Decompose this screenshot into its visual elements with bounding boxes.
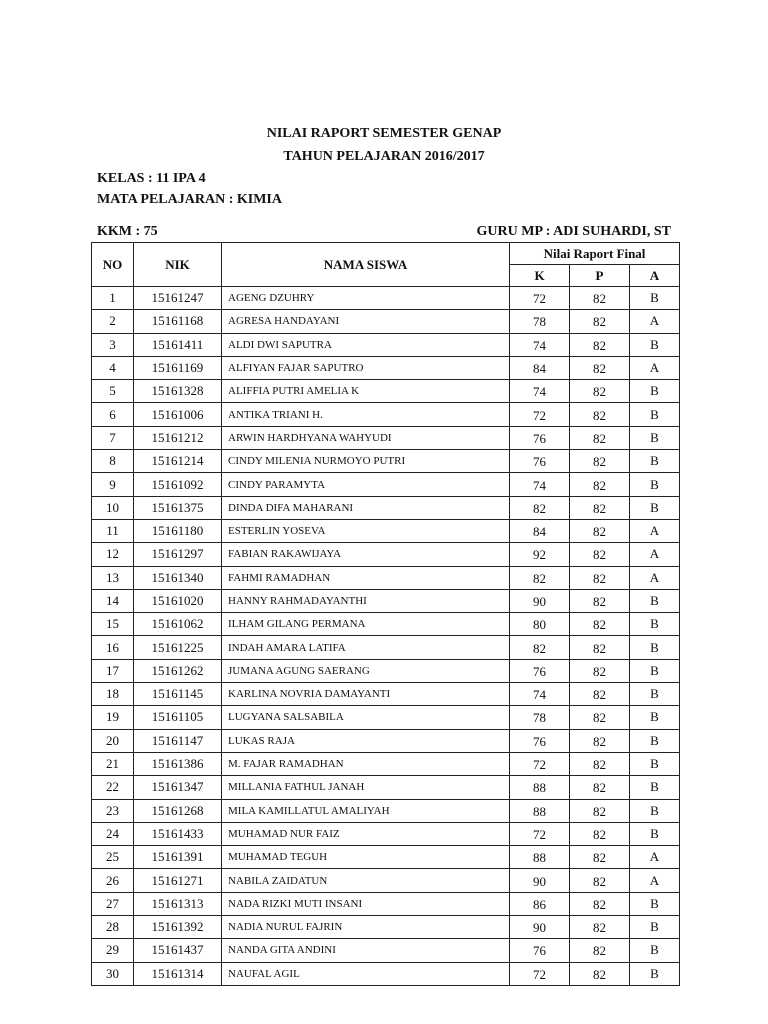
- row-grade-a: B: [630, 752, 680, 775]
- row-number: 13: [92, 566, 134, 589]
- header-nilai: Nilai Raport Final: [510, 243, 680, 265]
- row-student-name: HANNY RAHMADAYANTHI: [222, 589, 510, 612]
- class-label: KELAS : 11 IPA 4: [97, 171, 206, 186]
- row-grade-p: 82: [570, 613, 630, 636]
- row-number: 19: [92, 706, 134, 729]
- table-row: [92, 752, 680, 775]
- row-grade-a: B: [630, 916, 680, 939]
- row-nik: 15161328: [134, 380, 222, 403]
- row-grade-a: B: [630, 776, 680, 799]
- row-number: 5: [92, 380, 134, 403]
- teacher-label: GURU MP : ADI SUHARDI, ST: [476, 224, 671, 239]
- row-grade-a: B: [630, 659, 680, 682]
- row-grade-a: B: [630, 892, 680, 915]
- row-grade-k: 82: [510, 636, 570, 659]
- row-number: 21: [92, 752, 134, 775]
- row-grade-a: B: [630, 589, 680, 612]
- row-number: 23: [92, 799, 134, 822]
- row-student-name: AGRESA HANDAYANI: [222, 310, 510, 333]
- row-grade-p: 82: [570, 356, 630, 379]
- row-student-name: NANDA GITA ANDINI: [222, 939, 510, 962]
- table-row: [92, 566, 680, 589]
- row-number: 1: [92, 287, 134, 310]
- row-grade-k: 78: [510, 310, 570, 333]
- row-grade-k: 84: [510, 519, 570, 542]
- row-grade-k: 90: [510, 916, 570, 939]
- row-grade-p: 82: [570, 519, 630, 542]
- row-nik: 15161392: [134, 916, 222, 939]
- row-nik: 15161314: [134, 962, 222, 985]
- row-grade-a: B: [630, 706, 680, 729]
- row-student-name: ANTIKA TRIANI H.: [222, 403, 510, 426]
- row-student-name: JUMANA AGUNG SAERANG: [222, 659, 510, 682]
- row-grade-p: 82: [570, 287, 630, 310]
- academic-year: TAHUN PELAJARAN 2016/2017: [283, 149, 485, 164]
- row-nik: 15161169: [134, 356, 222, 379]
- row-grade-p: 82: [570, 473, 630, 496]
- subject-label: MATA PELAJARAN : KIMIA: [97, 192, 282, 207]
- row-grade-p: 82: [570, 962, 630, 985]
- row-grade-p: 82: [570, 729, 630, 752]
- table-row: [92, 426, 680, 449]
- row-number: 24: [92, 822, 134, 845]
- row-nik: 15161105: [134, 706, 222, 729]
- row-number: 14: [92, 589, 134, 612]
- row-grade-a: A: [630, 310, 680, 333]
- table-row: [92, 683, 680, 706]
- row-number: 15: [92, 613, 134, 636]
- row-nik: 15161225: [134, 636, 222, 659]
- row-student-name: DINDA DIFA MAHARANI: [222, 496, 510, 519]
- row-nik: 15161212: [134, 426, 222, 449]
- row-nik: 15161271: [134, 869, 222, 892]
- row-student-name: M. FAJAR RAMADHAN: [222, 752, 510, 775]
- table-row: [92, 613, 680, 636]
- row-number: 22: [92, 776, 134, 799]
- row-student-name: NADA RIZKI MUTI INSANI: [222, 892, 510, 915]
- row-grade-k: 86: [510, 892, 570, 915]
- row-nik: 15161411: [134, 333, 222, 356]
- row-grade-a: A: [630, 869, 680, 892]
- row-number: 27: [92, 892, 134, 915]
- row-student-name: NAUFAL AGIL: [222, 962, 510, 985]
- row-grade-k: 76: [510, 659, 570, 682]
- row-student-name: FABIAN RAKAWIJAYA: [222, 543, 510, 566]
- kkm-label: KKM : 75: [97, 224, 158, 239]
- row-grade-k: 76: [510, 450, 570, 473]
- row-grade-k: 88: [510, 799, 570, 822]
- grades-table-body: [92, 287, 680, 986]
- row-grade-a: B: [630, 380, 680, 403]
- row-grade-a: B: [630, 939, 680, 962]
- row-nik: 15161214: [134, 450, 222, 473]
- row-student-name: INDAH AMARA LATIFA: [222, 636, 510, 659]
- row-number: 2: [92, 310, 134, 333]
- row-number: 4: [92, 356, 134, 379]
- row-grade-p: 82: [570, 892, 630, 915]
- row-student-name: AGENG DZUHRY: [222, 287, 510, 310]
- row-grade-k: 72: [510, 752, 570, 775]
- row-grade-p: 82: [570, 846, 630, 869]
- row-student-name: NABILA ZAIDATUN: [222, 869, 510, 892]
- row-grade-a: B: [630, 403, 680, 426]
- row-grade-p: 82: [570, 822, 630, 845]
- header-nik: NIK: [134, 243, 222, 287]
- row-grade-k: 90: [510, 589, 570, 612]
- table-row: [92, 729, 680, 752]
- row-number: 16: [92, 636, 134, 659]
- row-grade-a: B: [630, 822, 680, 845]
- row-grade-k: 74: [510, 333, 570, 356]
- row-student-name: MILA KAMILLATUL AMALIYAH: [222, 799, 510, 822]
- row-grade-p: 82: [570, 916, 630, 939]
- row-student-name: KARLINA NOVRIA DAMAYANTI: [222, 683, 510, 706]
- header-nama: NAMA SISWA: [222, 243, 510, 287]
- row-grade-p: 82: [570, 543, 630, 566]
- row-number: 3: [92, 333, 134, 356]
- row-grade-k: 92: [510, 543, 570, 566]
- row-nik: 15161386: [134, 752, 222, 775]
- row-number: 8: [92, 450, 134, 473]
- row-grade-a: B: [630, 496, 680, 519]
- table-row: [92, 776, 680, 799]
- row-grade-p: 82: [570, 706, 630, 729]
- row-nik: 15161347: [134, 776, 222, 799]
- row-grade-a: B: [630, 333, 680, 356]
- table-row: [92, 589, 680, 612]
- header-no: NO: [92, 243, 134, 287]
- document-title: NILAI RAPORT SEMESTER GENAP: [266, 126, 502, 141]
- row-number: 30: [92, 962, 134, 985]
- table-row: [92, 846, 680, 869]
- row-grade-p: 82: [570, 752, 630, 775]
- row-grade-a: A: [630, 543, 680, 566]
- row-grade-k: 76: [510, 426, 570, 449]
- row-grade-k: 72: [510, 962, 570, 985]
- table-row: [92, 869, 680, 892]
- row-nik: 15161375: [134, 496, 222, 519]
- row-number: 11: [92, 519, 134, 542]
- row-student-name: ARWIN HARDHYANA WAHYUDI: [222, 426, 510, 449]
- row-nik: 15161180: [134, 519, 222, 542]
- row-nik: 15161006: [134, 403, 222, 426]
- row-grade-k: 90: [510, 869, 570, 892]
- row-nik: 15161437: [134, 939, 222, 962]
- row-number: 18: [92, 683, 134, 706]
- row-grade-p: 82: [570, 333, 630, 356]
- row-nik: 15161062: [134, 613, 222, 636]
- row-student-name: ESTERLIN YOSEVA: [222, 519, 510, 542]
- row-grade-p: 82: [570, 426, 630, 449]
- table-row: [92, 799, 680, 822]
- row-grade-a: B: [630, 473, 680, 496]
- row-grade-a: A: [630, 519, 680, 542]
- row-nik: 15161433: [134, 822, 222, 845]
- row-grade-p: 82: [570, 566, 630, 589]
- row-grade-k: 72: [510, 822, 570, 845]
- row-grade-k: 80: [510, 613, 570, 636]
- row-grade-p: 82: [570, 589, 630, 612]
- table-row: [92, 496, 680, 519]
- table-row: [92, 403, 680, 426]
- row-nik: 15161147: [134, 729, 222, 752]
- table-row: [92, 659, 680, 682]
- row-grade-k: 74: [510, 380, 570, 403]
- row-nik: 15161313: [134, 892, 222, 915]
- row-nik: 15161168: [134, 310, 222, 333]
- row-number: 26: [92, 869, 134, 892]
- row-student-name: ALDI DWI SAPUTRA: [222, 333, 510, 356]
- row-student-name: FAHMI RAMADHAN: [222, 566, 510, 589]
- row-number: 25: [92, 846, 134, 869]
- table-row: [92, 356, 680, 379]
- row-grade-p: 82: [570, 939, 630, 962]
- row-number: 7: [92, 426, 134, 449]
- row-grade-a: A: [630, 356, 680, 379]
- row-student-name: CINDY PARAMYTA: [222, 473, 510, 496]
- table-row: [92, 916, 680, 939]
- row-grade-p: 82: [570, 683, 630, 706]
- row-grade-k: 88: [510, 776, 570, 799]
- header-p: P: [570, 265, 630, 287]
- table-row: [92, 636, 680, 659]
- row-nik: 15161340: [134, 566, 222, 589]
- table-row: [92, 310, 680, 333]
- row-grade-a: A: [630, 846, 680, 869]
- row-grade-k: 76: [510, 729, 570, 752]
- row-student-name: ALIFFIA PUTRI AMELIA K: [222, 380, 510, 403]
- row-nik: 15161145: [134, 683, 222, 706]
- row-grade-a: B: [630, 636, 680, 659]
- row-grade-a: B: [630, 450, 680, 473]
- row-number: 28: [92, 916, 134, 939]
- row-nik: 15161268: [134, 799, 222, 822]
- table-row: [92, 822, 680, 845]
- row-student-name: LUKAS RAJA: [222, 729, 510, 752]
- row-grade-a: B: [630, 683, 680, 706]
- row-grade-k: 82: [510, 566, 570, 589]
- row-number: 6: [92, 403, 134, 426]
- row-grade-a: B: [630, 962, 680, 985]
- row-student-name: LUGYANA SALSABILA: [222, 706, 510, 729]
- row-grade-p: 82: [570, 450, 630, 473]
- row-grade-k: 78: [510, 706, 570, 729]
- row-grade-k: 84: [510, 356, 570, 379]
- row-grade-k: 88: [510, 846, 570, 869]
- row-grade-a: B: [630, 799, 680, 822]
- table-row: [92, 380, 680, 403]
- row-student-name: CINDY MILENIA NURMOYO PUTRI: [222, 450, 510, 473]
- table-row: [92, 706, 680, 729]
- row-student-name: MUHAMAD TEGUH: [222, 846, 510, 869]
- row-grade-p: 82: [570, 403, 630, 426]
- row-grade-k: 82: [510, 496, 570, 519]
- row-grade-a: A: [630, 566, 680, 589]
- row-student-name: ALFIYAN FAJAR SAPUTRO: [222, 356, 510, 379]
- grades-table: [91, 242, 680, 986]
- row-grade-p: 82: [570, 380, 630, 403]
- row-nik: 15161391: [134, 846, 222, 869]
- row-grade-k: 74: [510, 683, 570, 706]
- row-number: 17: [92, 659, 134, 682]
- row-nik: 15161092: [134, 473, 222, 496]
- table-row: [92, 939, 680, 962]
- table-row: [92, 287, 680, 310]
- table-row: [92, 543, 680, 566]
- row-grade-a: B: [630, 613, 680, 636]
- header-a: A: [630, 265, 680, 287]
- row-number: 10: [92, 496, 134, 519]
- row-grade-a: B: [630, 287, 680, 310]
- row-student-name: NADIA NURUL FAJRIN: [222, 916, 510, 939]
- table-row: [92, 333, 680, 356]
- row-grade-k: 72: [510, 403, 570, 426]
- row-student-name: ILHAM GILANG PERMANA: [222, 613, 510, 636]
- row-number: 29: [92, 939, 134, 962]
- table-row: [92, 892, 680, 915]
- header-k: K: [510, 265, 570, 287]
- row-grade-p: 82: [570, 636, 630, 659]
- table-row: [92, 473, 680, 496]
- row-grade-p: 82: [570, 496, 630, 519]
- row-student-name: MILLANIA FATHUL JANAH: [222, 776, 510, 799]
- row-nik: 15161020: [134, 589, 222, 612]
- row-grade-p: 82: [570, 310, 630, 333]
- row-nik: 15161247: [134, 287, 222, 310]
- row-grade-p: 82: [570, 869, 630, 892]
- row-nik: 15161297: [134, 543, 222, 566]
- row-nik: 15161262: [134, 659, 222, 682]
- row-grade-p: 82: [570, 776, 630, 799]
- row-number: 12: [92, 543, 134, 566]
- row-grade-a: B: [630, 426, 680, 449]
- row-grade-k: 74: [510, 473, 570, 496]
- row-grade-p: 82: [570, 659, 630, 682]
- table-row: [92, 450, 680, 473]
- table-row: [92, 519, 680, 542]
- row-grade-k: 72: [510, 287, 570, 310]
- row-grade-a: B: [630, 729, 680, 752]
- table-row: [92, 962, 680, 985]
- row-grade-k: 76: [510, 939, 570, 962]
- row-grade-p: 82: [570, 799, 630, 822]
- row-number: 20: [92, 729, 134, 752]
- row-student-name: MUHAMAD NUR FAIZ: [222, 822, 510, 845]
- row-number: 9: [92, 473, 134, 496]
